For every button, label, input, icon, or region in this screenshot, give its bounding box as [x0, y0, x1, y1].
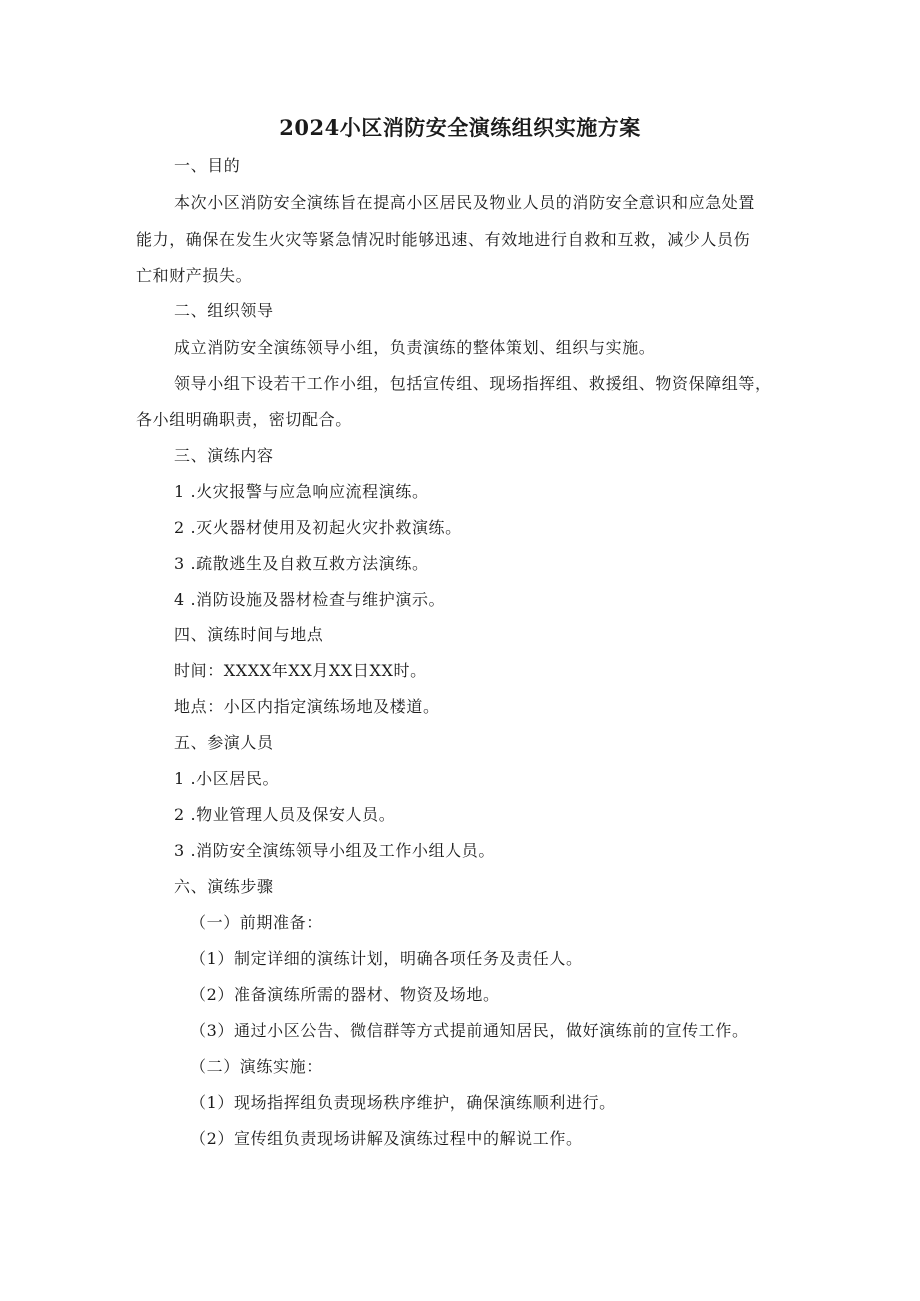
section-heading-time-place: 四、演练时间与地点	[174, 625, 324, 644]
list-item: （2）宣传组负责现场讲解及演练过程中的解说工作。	[190, 1129, 583, 1148]
paragraph-line: 领导小组下设若干工作小组，包括宣传组、现场指挥组、救援组、物资保障组等，	[174, 374, 772, 393]
list-item: 1 .小区居民。	[174, 769, 280, 788]
paragraph-line: 成立消防安全演练领导小组，负责演练的整体策划、组织与实施。	[174, 338, 656, 357]
list-item: 2 .物业管理人员及保安人员。	[174, 805, 396, 824]
paragraph-line: 地点：小区内指定演练场地及楼道。	[174, 697, 440, 716]
section-heading-content: 三、演练内容	[174, 446, 274, 465]
subsection-heading: （二）演练实施：	[190, 1057, 323, 1076]
list-item: 1 .火灾报警与应急响应流程演练。	[174, 482, 429, 501]
list-item: （2）准备演练所需的器材、物资及场地。	[190, 985, 500, 1004]
list-item: 2 .灭火器材使用及初起火灾扑救演练。	[174, 518, 462, 537]
section-heading-participants: 五、参演人员	[174, 733, 274, 752]
subsection-heading: （一）前期准备：	[190, 913, 323, 932]
paragraph-line: 亡和财产损失。	[136, 266, 253, 285]
paragraph-line: 本次小区消防安全演练旨在提高小区居民及物业人员的消防安全意识和应急处置	[174, 193, 756, 212]
document-title: 2024小区消防安全演练组织实施方案	[279, 115, 641, 140]
list-item: （3）通过小区公告、微信群等方式提前通知居民，做好演练前的宣传工作。	[190, 1021, 749, 1040]
list-item: 3 .疏散逃生及自救互救方法演练。	[174, 554, 429, 573]
section-heading-purpose: 一、目的	[174, 156, 241, 175]
section-heading-organization: 二、组织领导	[174, 301, 274, 320]
section-heading-steps: 六、演练步骤	[174, 877, 274, 896]
list-item: 3 .消防安全演练领导小组及工作小组人员。	[174, 841, 495, 860]
list-item: 4 .消防设施及器材检查与维护演示。	[174, 590, 446, 609]
paragraph-line: 时间：XXXX年XX月XX日XX时。	[174, 661, 427, 680]
list-item: （1）现场指挥组负责现场秩序维护，确保演练顺利进行。	[190, 1093, 616, 1112]
paragraph-line: 各小组明确职责，密切配合。	[136, 410, 352, 429]
list-item: （1）制定详细的演练计划，明确各项任务及责任人。	[190, 949, 583, 968]
paragraph-line: 能力，确保在发生火灾等紧急情况时能够迅速、有效地进行自救和互救，减少人员伤	[136, 230, 751, 249]
